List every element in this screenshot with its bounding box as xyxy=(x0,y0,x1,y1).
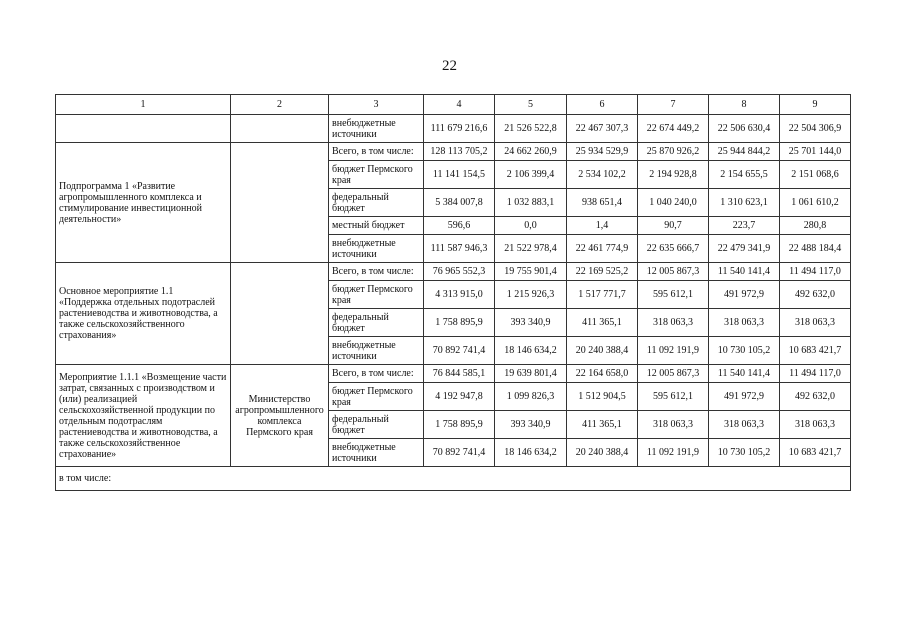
value-cell: 1 061 610,2 xyxy=(780,189,851,217)
description-cell: Мероприятие 1.1.1 «Возмещение части затрат, связанных с производством и (или) реализацией сельскохозяйственной продукции по отдельным подотраслям растениеводства и животноводства, а также сельскохозяйственное страхование» xyxy=(56,365,231,467)
value-cell: 25 701 144,0 xyxy=(780,143,851,161)
executor-cell: Министерство агропромышленного комплекса Пермского края xyxy=(231,365,329,467)
value-cell: 223,7 xyxy=(709,217,780,235)
value-cell: 25 944 844,2 xyxy=(709,143,780,161)
value-cell: 11 494 117,0 xyxy=(780,365,851,383)
description-cell xyxy=(56,115,231,143)
value-cell: 1 040 240,0 xyxy=(638,189,709,217)
value-cell: 70 892 741,4 xyxy=(424,337,495,365)
value-cell: 20 240 388,4 xyxy=(567,337,638,365)
source-cell: внебюджетные источники xyxy=(329,235,424,263)
value-cell: 1 032 883,1 xyxy=(495,189,567,217)
executor-cell xyxy=(231,143,329,263)
source-cell: внебюджетные источники xyxy=(329,337,424,365)
column-header: 5 xyxy=(495,95,567,115)
source-cell: федеральный бюджет xyxy=(329,309,424,337)
value-cell: 595 612,1 xyxy=(638,281,709,309)
value-cell: 22 461 774,9 xyxy=(567,235,638,263)
value-cell: 18 146 634,2 xyxy=(495,439,567,467)
value-cell: 18 146 634,2 xyxy=(495,337,567,365)
value-cell: 1 758 895,9 xyxy=(424,309,495,337)
source-cell: федеральный бюджет xyxy=(329,411,424,439)
subtotal-caption: в том числе: xyxy=(56,467,851,491)
source-cell: Всего, в том числе: xyxy=(329,143,424,161)
value-cell: 11 092 191,9 xyxy=(638,439,709,467)
table-row xyxy=(56,143,851,161)
source-cell: местный бюджет xyxy=(329,217,424,235)
value-cell: 11 141 154,5 xyxy=(424,161,495,189)
column-header: 9 xyxy=(780,95,851,115)
column-header: 8 xyxy=(709,95,780,115)
table-row xyxy=(56,115,851,143)
source-cell: бюджет Пермского края xyxy=(329,161,424,189)
column-header: 6 xyxy=(567,95,638,115)
value-cell: 25 934 529,9 xyxy=(567,143,638,161)
column-header: 3 xyxy=(329,95,424,115)
source-cell: внебюджетные источники xyxy=(329,115,424,143)
value-cell: 1 758 895,9 xyxy=(424,411,495,439)
value-cell: 90,7 xyxy=(638,217,709,235)
value-cell: 10 683 421,7 xyxy=(780,337,851,365)
value-cell: 318 063,3 xyxy=(638,309,709,337)
value-cell: 2 151 068,6 xyxy=(780,161,851,189)
value-cell: 20 240 388,4 xyxy=(567,439,638,467)
value-cell: 19 755 901,4 xyxy=(495,263,567,281)
value-cell: 1 310 623,1 xyxy=(709,189,780,217)
value-cell: 1 517 771,7 xyxy=(567,281,638,309)
value-cell: 22 674 449,2 xyxy=(638,115,709,143)
value-cell: 318 063,3 xyxy=(709,309,780,337)
value-cell: 21 522 978,4 xyxy=(495,235,567,263)
value-cell: 2 106 399,4 xyxy=(495,161,567,189)
value-cell: 318 063,3 xyxy=(780,309,851,337)
value-cell: 22 467 307,3 xyxy=(567,115,638,143)
value-cell: 22 635 666,7 xyxy=(638,235,709,263)
value-cell: 411 365,1 xyxy=(567,309,638,337)
source-cell: федеральный бюджет xyxy=(329,189,424,217)
source-cell: внебюджетные источники xyxy=(329,439,424,467)
column-number-row xyxy=(56,95,851,115)
value-cell: 4 192 947,8 xyxy=(424,383,495,411)
value-cell: 10 683 421,7 xyxy=(780,439,851,467)
value-cell: 11 540 141,4 xyxy=(709,365,780,383)
value-cell: 1 512 904,5 xyxy=(567,383,638,411)
value-cell: 393 340,9 xyxy=(495,309,567,337)
value-cell: 596,6 xyxy=(424,217,495,235)
value-cell: 2 154 655,5 xyxy=(709,161,780,189)
table-row xyxy=(56,365,851,383)
value-cell: 22 164 658,0 xyxy=(567,365,638,383)
value-cell: 70 892 741,4 xyxy=(424,439,495,467)
value-cell: 11 494 117,0 xyxy=(780,263,851,281)
source-cell: бюджет Пермского края xyxy=(329,383,424,411)
value-cell: 5 384 007,8 xyxy=(424,189,495,217)
value-cell: 24 662 260,9 xyxy=(495,143,567,161)
value-cell: 111 679 216,6 xyxy=(424,115,495,143)
value-cell: 25 870 926,2 xyxy=(638,143,709,161)
value-cell: 411 365,1 xyxy=(567,411,638,439)
value-cell: 22 169 525,2 xyxy=(567,263,638,281)
value-cell: 491 972,9 xyxy=(709,281,780,309)
value-cell: 12 005 867,3 xyxy=(638,263,709,281)
value-cell: 280,8 xyxy=(780,217,851,235)
value-cell: 318 063,3 xyxy=(638,411,709,439)
value-cell: 11 092 191,9 xyxy=(638,337,709,365)
value-cell: 12 005 867,3 xyxy=(638,365,709,383)
page-number: 22 xyxy=(442,58,457,74)
value-cell: 595 612,1 xyxy=(638,383,709,411)
value-cell: 2 534 102,2 xyxy=(567,161,638,189)
value-cell: 492 632,0 xyxy=(780,383,851,411)
value-cell: 1 215 926,3 xyxy=(495,281,567,309)
value-cell: 0,0 xyxy=(495,217,567,235)
value-cell: 128 113 705,2 xyxy=(424,143,495,161)
value-cell: 938 651,4 xyxy=(567,189,638,217)
column-header: 2 xyxy=(231,95,329,115)
column-header: 7 xyxy=(638,95,709,115)
value-cell: 492 632,0 xyxy=(780,281,851,309)
value-cell: 393 340,9 xyxy=(495,411,567,439)
value-cell: 10 730 105,2 xyxy=(709,337,780,365)
value-cell: 76 965 552,3 xyxy=(424,263,495,281)
column-header: 4 xyxy=(424,95,495,115)
table-row xyxy=(56,467,851,491)
table-row xyxy=(56,263,851,281)
value-cell: 111 587 946,3 xyxy=(424,235,495,263)
value-cell: 2 194 928,8 xyxy=(638,161,709,189)
value-cell: 10 730 105,2 xyxy=(709,439,780,467)
value-cell: 318 063,3 xyxy=(709,411,780,439)
value-cell: 76 844 585,1 xyxy=(424,365,495,383)
executor-cell xyxy=(231,263,329,365)
source-cell: Всего, в том числе: xyxy=(329,263,424,281)
column-header: 1 xyxy=(56,95,231,115)
value-cell: 1,4 xyxy=(567,217,638,235)
value-cell: 21 526 522,8 xyxy=(495,115,567,143)
executor-cell xyxy=(231,115,329,143)
value-cell: 19 639 801,4 xyxy=(495,365,567,383)
value-cell: 4 313 915,0 xyxy=(424,281,495,309)
budget-table xyxy=(55,94,851,491)
source-cell: Всего, в том числе: xyxy=(329,365,424,383)
value-cell: 1 099 826,3 xyxy=(495,383,567,411)
value-cell: 22 488 184,4 xyxy=(780,235,851,263)
source-cell: бюджет Пермского края xyxy=(329,281,424,309)
value-cell: 11 540 141,4 xyxy=(709,263,780,281)
value-cell: 22 504 306,9 xyxy=(780,115,851,143)
value-cell: 22 506 630,4 xyxy=(709,115,780,143)
description-cell: Основное мероприятие 1.1 «Поддержка отдельных подотраслей растениеводства и животноводства, а также сельскохозяйственного страхования» xyxy=(56,263,231,365)
description-cell: Подпрограмма 1 «Развитие агропромышленного комплекса и стимулирование инвестиционной деятельности» xyxy=(56,143,231,263)
value-cell: 318 063,3 xyxy=(780,411,851,439)
value-cell: 491 972,9 xyxy=(709,383,780,411)
value-cell: 22 479 341,9 xyxy=(709,235,780,263)
